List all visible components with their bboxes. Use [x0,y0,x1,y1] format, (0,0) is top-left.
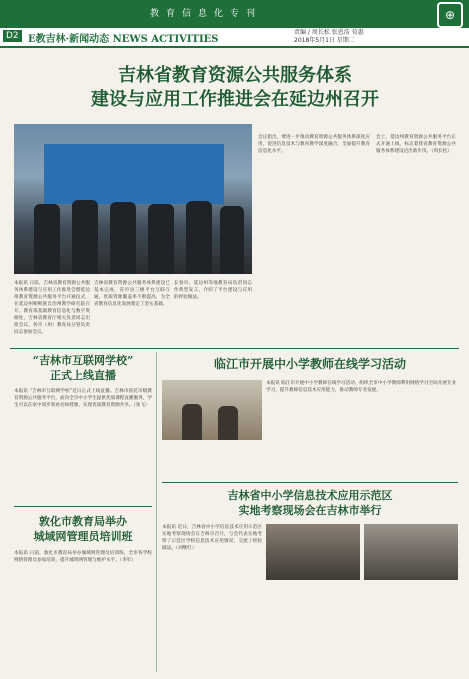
attendee-figure [220,206,244,274]
a5-body-cont [266,584,458,670]
a3-body: 本报讯 临江市开展中小学教师在线学习活动，组织全市中小学教师利用网络学习空间开展专业学习，提升教师信息技术应用能力，推动教师专业发展。 [266,381,456,393]
section-divider [10,348,459,349]
a5-photo-2 [364,524,458,580]
main-article-col1: 本报讯 日前，吉林省教育资源公共服务体系建设与应用工作推进会暨延边州教育资源公共服务平台开通仪式，在延边州朝鲜族自治州教学研究院召开。教育部基础教育信息化与数字资源处、吉林省教育厅相关负责同志出席会议，各市（州）教育局分管负责同志参加会议。 [14,281,90,335]
page-number: D2 [3,30,22,42]
main-headline-line1: 吉林省教育资源公共服务体系 [118,65,352,86]
jilin-education-logo-icon: ⊕ [437,2,463,28]
a2-headline-line1: “吉林市互联网学校” [32,354,134,367]
main-article-col2: 吉林省教育资源公共服务体系建设已基本完成，省市县三级平台互联互通，优质资源覆盖率不断提高，为全省教育信息化发展奠定了坚实基础。 [94,281,170,307]
main-photo [14,124,252,274]
main-article-col3: 长春市、延边州等地教育局负责同志作典型发言，介绍了平台建设与应用的经验做法。 [174,281,252,300]
a5-photo-1 [266,524,360,580]
attendee-figure [186,201,212,274]
a5-body: 本报讯 近日，吉林省中小学信息技术应用示范区实地考察现场会在吉林市召开，与会代表实地考察了示范区学校信息技术应用情况，交流了经验做法。（刘继红） [162,525,262,551]
a4-body: 本报讯 日前，敦化市教育局举办城域网管理员培训班，全市各学校网络管理员参加培训，提升城域网管理与维护水平。（李军） [14,551,152,563]
editor-line: 责编 / 周长松 张恩浩 荀惠 [294,29,364,36]
a5-headline [162,488,458,518]
a3-photo [162,380,262,440]
page-header [0,28,469,48]
main-article-col5: 会上，延边州教育资源公共服务平台正式开通上线，标志着我省教育资源公共服务体系建设迈出新步伐。（周长松） [376,135,456,154]
stage-screen [44,144,224,204]
main-headline-line2: 建设与应用工作推进会在延边州召开 [91,89,379,110]
teacher-figure [182,404,202,440]
teacher-figure [218,406,238,440]
attendee-figure [72,200,98,274]
edition-meta [294,29,364,45]
main-headline [20,64,450,112]
section-title: E教吉林·新闻动态 NEWS ACTIVITIES [28,34,219,45]
a5-headline-line1: 吉林省中小学信息技术应用示范区 [227,489,393,502]
date-line: 2018年5月1日 星期二 [294,37,355,44]
section-divider [162,482,458,483]
masthead-bar [0,0,469,28]
column-divider [156,352,157,672]
a4-headline-line2: 城域网管理员培训班 [33,530,133,543]
a2-headline [14,353,152,383]
a3-headline: 临江市开展中小学教师在线学习活动 [213,357,406,371]
masthead-tagline: 教育信息化专刊 [150,9,263,19]
attendee-figure [110,202,136,274]
attendee-figure [34,204,60,274]
a2-body: 本报讯 “吉林市互联网学校”近日正式上线直播。吉林市依托市级教育资源公共服务平台，面向全市中小学生提供优质课程直播服务，学生可以在家中同步收看名师授课，实现优质教育资源共享。（张飞） [14,389,152,408]
main-article-col4: 会议指出，要进一步推动教育资源公共服务体系深度应用，促进信息技术与教育教学深度融合，全面提升教育信息化水平。 [258,135,370,154]
a4-headline-line1: 敦化市教育局举办 [39,515,127,528]
a5-headline-line2: 实地考察现场会在吉林市举行 [238,504,382,517]
attendee-figure [148,204,174,274]
a2-headline-line2: 正式上线直播 [50,369,116,382]
a4-headline [14,514,152,544]
section-divider [14,506,152,507]
